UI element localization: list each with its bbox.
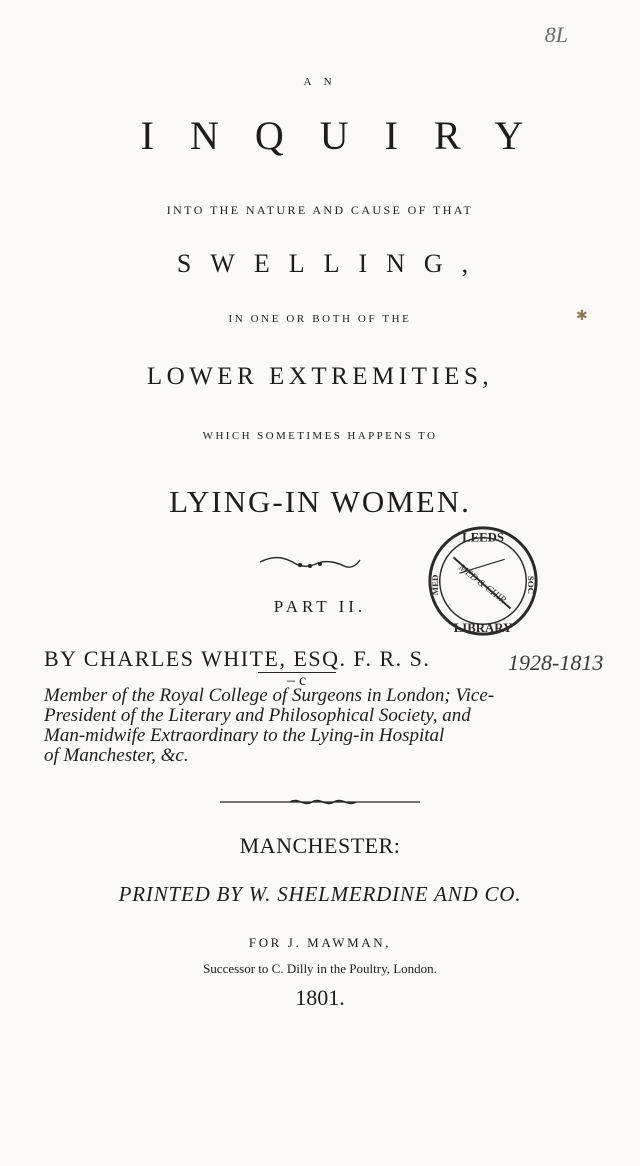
corner-pencil-note: 8L <box>544 22 568 47</box>
library-stamp-icon <box>424 522 542 640</box>
title-lying-in: LYING-IN WOMEN. <box>169 484 471 519</box>
imprint-printer: PRINTED BY W. SHELMERDINE AND CO. <box>118 882 522 906</box>
stamp-left-text: MED <box>429 574 440 596</box>
stamp-bottom-text: LIBRARY <box>453 621 513 636</box>
title-in-one-line: IN ONE OR BOTH OF THE <box>228 313 412 325</box>
imprint-successor: Successor to C. Dilly in the Poultry, London. <box>203 961 437 976</box>
title-inquiry: INQUIRY <box>140 113 560 158</box>
credentials-line: Member of the Royal College of Surgeons in London; Vice- <box>44 685 495 706</box>
title-swelling: SWELLING, <box>176 249 488 278</box>
title-part: PART II. <box>273 597 367 616</box>
stamp-top-text: LEEDS <box>462 530 504 545</box>
credentials-line: President of the Literary and Philosophical Society, and <box>44 705 471 726</box>
imprint-year: 1801. <box>295 985 345 1010</box>
imprint-for: FOR J. MAWMAN, <box>248 935 392 950</box>
author-line: BY CHARLES WHITE, ESQ. F. R. S. <box>44 646 431 671</box>
shelfmark-note: 1928-1813 <box>508 650 604 675</box>
title-which-line: WHICH SOMETIMES HAPPENS TO <box>202 430 438 442</box>
credentials-line: of Manchester, &c. <box>44 745 189 766</box>
author-mark: – c <box>287 672 307 689</box>
stamp-right-text: SOC <box>526 575 537 595</box>
ink-speck-icon: ✱ <box>576 309 588 324</box>
decorative-rule-icon <box>220 797 420 807</box>
ornament-flourish-icon <box>256 548 364 578</box>
title-lower-extremities: LOWER EXTREMITIES, <box>146 363 494 390</box>
imprint-place: MANCHESTER: <box>239 833 401 858</box>
author-credentials <box>44 686 604 766</box>
stamp-center-text: MED & CHIR <box>456 562 508 606</box>
title-into-line: INTO THE NATURE AND CAUSE OF THAT <box>166 203 474 217</box>
title-an: A N <box>303 76 337 88</box>
credentials-line: Man-midwife Extraordinary to the Lying-in Hospital <box>44 725 445 746</box>
